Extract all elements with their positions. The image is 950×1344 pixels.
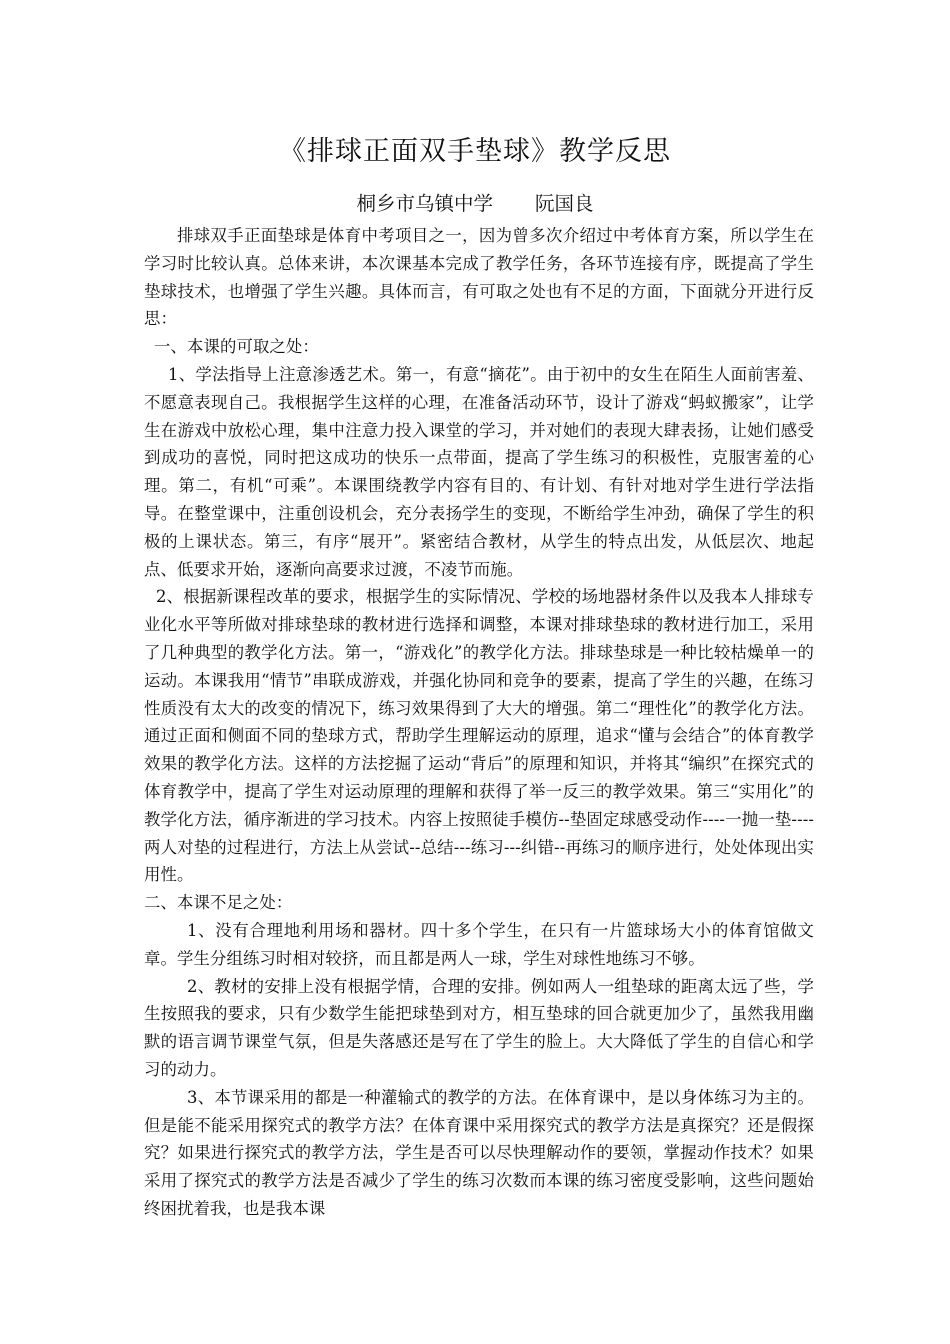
document-title: 《排球正面双手垫球》教学反思 [279,136,671,167]
section-heading-weaknesses: 二、本课不足之处： [144,893,293,913]
school-name: 桐乡市乌镇中学 [356,192,493,215]
author-name: 阮国良 [535,192,594,215]
strength-item-1: 1、学法指导上注意渗透艺术。第一，有意“摘花”。由于初中的女生在陌生人面前害羞、不愿意表现自己。我根据学生这样的心理，在准备活动环节，设计了游戏“蚂蚁搬家”，让学生在游戏中放松心理，集中注意力投入课堂的学习，并对她们的表现大肆表扬，让她们感受到成功的喜悦，同时把这成功的快乐一点带面，提高了学生练习的积极性，克服害羞的心理。第二，有机“可乘”。本课围绕教学内容有目的、有计划、有针对地对学生进行学法指导。在整堂课中，注重创设机会，充分表扬学生的变现，不断给学生冲劲，确保了学生的积极的上课状态。第三，有序“展开”。紧密结合教材，从学生的特点出发，从低层次、地起点、低要求开始，逐渐向高要求过渡，不凌节而施。 [144,364,814,579]
weakness-item-1: 1、没有合理地利用场和器材。四十多个学生，在只有一片篮球场大小的体育馆做文章。学生分组练习时相对较挤，而且都是两人一球，学生对球性地练习不够。 [144,920,814,968]
byline [0,191,950,217]
document-body [144,222,814,1223]
section-heading-strengths: 一、本课的可取之处： [154,337,319,357]
strength-item-2: 2、根据新课程改革的要求，根据学生的实际情况、学校的场地器材条件以及我本人排球专业化水平等所做对排球垫球的教材进行选择和调整，本课对排球垫球的教材进行加工，采用了几种典型的教学化方法。第一，“游戏化”的教学化方法。排球垫球是一种比较枯燥单一的运动。本课我用“情节”串联成游戏，并强化协同和竞争的要素，提高了学生的兴趣，在练习性质没有太大的改变的情况下，练习效果得到了大大的增强。第二“理性化”的教学化方法。通过正面和侧面不同的垫球方式，帮助学生理解运动的原理，追求“懂与会结合”的体育教学效果的教学化方法。这样的方法挖掘了运动“背后”的原理和知识，并将其“编织”在探究式的体育教学中，提高了学生对运动原理的理解和获得了举一反三的教学效果。第三“实用化”的教学化方法，循序渐进的学习技术。内容上按照徒手模仿--垫固定球感受动作----一抛一垫----两人对垫的过程进行，方法上从尝试--总结---练习---纠错--再练习的顺序进行，处处体现出实用性。 [144,587,814,885]
intro-paragraph: 排球双手正面垫球是体育中考项目之一，因为曾多次介绍过中考体育方案，所以学生在学习时比较认真。总体来讲，本次课基本完成了教学任务，各环节连接有序，既提高了学生垫球技术，也增强了学生兴趣。具体而言，有可取之处也有不足的方面，下面就分开进行反思： [144,226,814,329]
weakness-item-2: 2、教材的安排上没有根据学情，合理的安排。例如两人一组垫球的距离太远了些，学生按照我的要求，只有少数学生能把球垫到对方，相互垫球的回合就更加少了，虽然我用幽默的语言调节课堂气氛，但是失落感还是写在了学生的脸上。大大降低了学生的自信心和学习的动力。 [144,976,814,1079]
weakness-item-3: 3、本节课采用的都是一种灌输式的教学的方法。在体育课中，是以身体练习为主的。但是能不能采用探究式的教学方法？在体育课中采用探究式的教学方法是真探究？还是假探究？如果进行探究式的教学方法，学生是否可以尽快理解动作的要领，掌握动作技术？如果采用了探究式的教学方法是否减少了学生的练习次数而本课的练习密度受影响，这些问题始终困扰着我，也是我本课 [144,1087,814,1218]
